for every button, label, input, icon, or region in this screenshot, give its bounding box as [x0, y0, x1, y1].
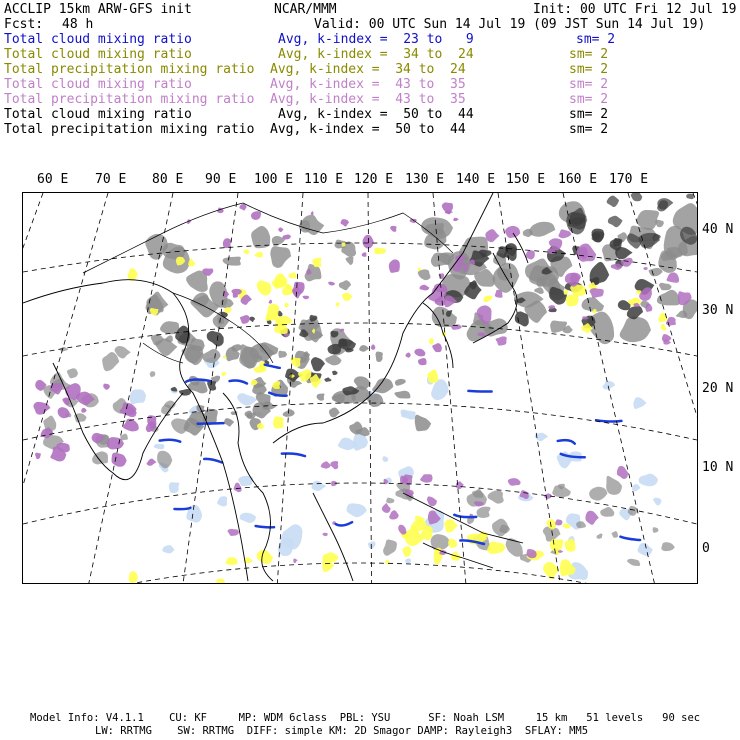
high-cloud-area: [390, 226, 396, 232]
legend-field-name: Total cloud mixing ratio: [4, 107, 192, 122]
high-cloud-area: [526, 250, 535, 259]
legend-smoothing: sm= 2: [569, 62, 609, 77]
precip-area: [374, 248, 386, 255]
low-cloud-band: [256, 526, 274, 527]
cloud-area: [655, 220, 664, 228]
low-cloud-area: [162, 545, 174, 553]
high-cloud-area: [330, 461, 338, 469]
cloud-area: [661, 542, 675, 551]
high-cloud-area: [371, 344, 376, 349]
cloud-area: [278, 351, 287, 358]
cloud-area: [386, 498, 394, 504]
latitude-label: 0: [702, 541, 710, 556]
precip-area: [342, 293, 352, 301]
high-cloud-area: [341, 219, 349, 227]
high-cloud-area: [293, 558, 298, 563]
low-cloud-band: [204, 459, 222, 463]
low-cloud-band: [468, 391, 491, 392]
legend-smoothing: sm= 2: [569, 92, 609, 107]
low-cloud-band: [198, 423, 224, 424]
precip-area: [429, 338, 434, 344]
low-cloud-band: [558, 440, 575, 444]
high-cloud-area: [321, 461, 331, 468]
latitude-label: 40 N: [702, 222, 734, 237]
precip-area: [129, 571, 138, 583]
cloud-area: [224, 418, 234, 426]
low-cloud-area: [169, 482, 180, 493]
low-cloud-band: [230, 381, 247, 384]
longitude-label: 150 E: [506, 172, 546, 187]
cloud-area: [316, 393, 324, 400]
high-cloud-area: [663, 339, 671, 344]
precip-area: [487, 541, 505, 554]
precip-area: [342, 243, 346, 247]
low-cloud-area: [382, 456, 388, 462]
cloud-area: [529, 222, 555, 237]
legend-field-name: Total cloud mixing ratio: [4, 32, 192, 47]
coastline: [313, 493, 353, 581]
low-cloud-area: [217, 496, 227, 506]
high-cloud-area: [58, 407, 70, 418]
high-cloud-area: [362, 252, 367, 256]
cloud-area: [576, 521, 586, 528]
high-cloud-area: [505, 226, 520, 238]
cloud-area: [245, 411, 253, 419]
high-cloud-area: [398, 525, 406, 535]
high-cloud-area: [508, 478, 521, 486]
cloud-area: [627, 559, 640, 566]
cloud-area: [160, 321, 179, 334]
high-cloud-area: [420, 474, 432, 482]
precip-area: [448, 539, 457, 548]
cloud-area: [492, 519, 509, 537]
precip-area: [221, 372, 226, 376]
forecast-hours: 48 h: [62, 17, 94, 32]
cloud-area: [359, 345, 369, 352]
high-cloud-area: [62, 397, 69, 405]
dense-cloud-core: [207, 331, 224, 347]
precip-area: [243, 249, 249, 254]
low-cloud-band: [265, 365, 280, 368]
cloud-area: [606, 476, 622, 495]
longitude-label: 160 E: [558, 172, 598, 187]
dense-cloud-core: [332, 371, 338, 375]
precip-area: [288, 272, 296, 278]
cloud-area: [649, 268, 663, 276]
precip-area: [543, 562, 559, 579]
legend-field-name: Total cloud mixing ratio: [4, 47, 192, 62]
legend-smoothing: sm= 2: [569, 47, 609, 62]
high-cloud-area: [590, 288, 604, 298]
high-cloud-area: [667, 272, 679, 282]
high-cloud-area: [81, 408, 86, 413]
high-cloud-area: [643, 267, 647, 270]
high-cloud-area: [646, 303, 653, 311]
high-cloud-area: [322, 533, 327, 536]
precip-area: [427, 369, 438, 383]
longitude-label: 110 E: [304, 172, 344, 187]
legend-level-range: Avg, k-index = 43 to 35: [270, 92, 466, 107]
dense-cloud-core: [311, 357, 325, 371]
cloud-area: [383, 539, 397, 555]
cloud-area: [432, 307, 457, 328]
high-cloud-area: [112, 453, 127, 467]
high-cloud-area: [269, 300, 273, 304]
low-cloud-band: [336, 522, 352, 525]
high-cloud-area: [577, 244, 596, 262]
low-cloud-area: [402, 410, 416, 419]
longitude-label: 100 E: [254, 172, 294, 187]
high-cloud-area: [558, 229, 571, 238]
low-cloud-band: [620, 537, 640, 540]
organization: NCAR/MMM: [274, 2, 337, 17]
legend-level-range: Avg, k-index = 23 to 9: [278, 32, 474, 47]
latitude-line: [23, 563, 697, 583]
precip-area: [257, 550, 273, 564]
cloud-area: [329, 408, 340, 418]
high-cloud-area: [585, 511, 598, 525]
cloud-area: [611, 531, 618, 538]
precip-area: [444, 519, 458, 532]
high-cloud-area: [406, 353, 411, 358]
legend-smoothing: sm= 2: [569, 77, 609, 92]
precip-area: [661, 324, 667, 331]
high-cloud-area: [240, 315, 250, 324]
high-cloud-area: [485, 229, 499, 242]
cloud-area: [102, 352, 119, 371]
low-cloud-area: [237, 393, 257, 405]
legend-smoothing: sm= 2: [569, 107, 609, 122]
dense-cloud-core: [592, 231, 605, 242]
model-title: ACCLIP 15km ARW-GFS init: [4, 2, 192, 17]
cloud-area: [421, 217, 453, 239]
low-cloud-area: [632, 484, 640, 491]
high-cloud-area: [303, 296, 310, 300]
longitude-label: 120 E: [354, 172, 394, 187]
high-cloud-area: [382, 503, 391, 513]
high-cloud-area: [33, 402, 50, 415]
dense-cloud-core: [608, 216, 623, 228]
precip-area: [226, 557, 238, 565]
high-cloud-area: [103, 384, 110, 390]
cloud-area: [270, 246, 291, 268]
high-cloud-area: [228, 529, 239, 536]
precip-area: [284, 303, 289, 307]
map-canvas: [23, 193, 697, 583]
longitude-label: 140 E: [456, 172, 496, 187]
precip-area: [255, 252, 263, 258]
high-cloud-area: [389, 259, 400, 273]
dense-cloud-core: [590, 262, 610, 285]
low-cloud-band: [174, 508, 190, 509]
cloud-area: [339, 280, 351, 290]
init-time: Init: 00 UTC Fri 12 Jul 19: [533, 2, 737, 17]
high-cloud-area: [282, 235, 291, 240]
dense-cloud-core: [639, 233, 660, 248]
longitude-label: 70 E: [95, 172, 127, 187]
cloud-area: [395, 379, 406, 386]
longitude-label: 60 E: [37, 172, 69, 187]
low-cloud-area: [311, 481, 326, 491]
longitude-label: 170 E: [609, 172, 649, 187]
dense-cloud-core: [179, 389, 191, 396]
cloud-area: [150, 371, 156, 377]
cloud-area: [488, 490, 504, 503]
legend-level-range: Avg, k-index = 34 to 24: [270, 62, 466, 77]
precip-area: [267, 304, 279, 321]
legend-field-name: Total precipitation mixing ratio: [4, 62, 255, 77]
dense-cloud-core: [324, 377, 331, 381]
high-cloud-area: [239, 204, 246, 211]
precip-area: [273, 416, 284, 428]
precip-area: [564, 290, 569, 295]
cloud-area: [346, 257, 354, 265]
cloud-area: [120, 434, 128, 441]
high-cloud-area: [432, 343, 442, 352]
precip-area: [484, 295, 493, 302]
legend-field-name: Total cloud mixing ratio: [4, 77, 192, 92]
longitude-line: [368, 193, 372, 583]
low-cloud-area: [347, 503, 367, 517]
latitude-label: 30 N: [702, 303, 734, 318]
high-cloud-area: [418, 358, 427, 365]
map-panel: [22, 192, 698, 584]
cloud-area: [659, 283, 672, 291]
high-cloud-area: [35, 453, 41, 460]
legend-level-range: Avg, k-index = 43 to 35: [270, 77, 466, 92]
valid-time: Valid: 00 UTC Sun 14 Jul 19 (09 JST Sun 14 Jul 19): [314, 17, 706, 32]
high-cloud-area: [123, 419, 139, 432]
low-cloud-area: [240, 513, 256, 523]
dense-cloud-core: [328, 344, 342, 354]
longitude-label: 90 E: [205, 172, 237, 187]
high-cloud-area: [666, 317, 676, 326]
low-cloud-area: [639, 474, 659, 487]
cloud-area: [477, 507, 491, 518]
latitude-label: 20 N: [702, 381, 734, 396]
longitude-label: 80 E: [152, 172, 184, 187]
low-cloud-area: [130, 389, 146, 404]
cloud-area: [223, 257, 241, 266]
high-cloud-area: [555, 519, 562, 525]
cloud-area: [620, 317, 651, 342]
cloud-area: [600, 507, 614, 517]
cloud-area: [534, 287, 544, 294]
cloud-area: [394, 391, 410, 399]
cloud-area: [349, 422, 363, 435]
forecast-label: Fcst:: [4, 17, 44, 32]
high-cloud-area: [147, 459, 157, 466]
cloud-area: [582, 297, 605, 311]
high-cloud-area: [328, 282, 335, 286]
cloud-area: [67, 368, 78, 378]
dense-cloud-core: [249, 317, 255, 322]
high-cloud-area: [419, 285, 429, 291]
cloud-area: [589, 487, 607, 501]
precip-area: [257, 280, 272, 295]
legend-level-range: Avg, k-index = 50 to 44: [278, 107, 474, 122]
low-cloud-area: [154, 444, 165, 449]
low-cloud-area: [405, 558, 411, 563]
model-info-line1: Model Info: V4.1.1 CU: KF MP: WDM 6class PBL: YSU SF: Noah LSM 15 km 51 levels 90 sec: [30, 712, 701, 724]
legend-level-range: Avg, k-index = 50 to 44: [270, 122, 466, 137]
dense-cloud-core: [631, 193, 642, 201]
precip-area: [566, 294, 579, 306]
latitude-label: 10 N: [702, 460, 734, 475]
cloud-area: [376, 351, 383, 362]
high-cloud-area: [427, 496, 437, 506]
high-cloud-area: [495, 290, 503, 298]
high-cloud-area: [496, 336, 507, 345]
precip-area: [565, 539, 576, 552]
dense-cloud-core: [549, 287, 567, 305]
precip-area: [658, 313, 667, 323]
high-cloud-area: [410, 219, 417, 223]
high-cloud-area: [389, 510, 399, 519]
low-cloud-band: [596, 420, 621, 421]
low-cloud-area: [633, 397, 646, 409]
cloud-area: [596, 534, 602, 539]
precip-area: [336, 302, 340, 306]
high-cloud-area: [453, 218, 458, 221]
legend-smoothing: sm= 2: [569, 122, 609, 137]
low-cloud-band: [160, 440, 180, 442]
high-cloud-area: [445, 210, 453, 214]
high-cloud-area: [278, 227, 283, 232]
legend-level-range: Avg, k-index = 34 to 24: [278, 47, 474, 62]
high-cloud-area: [414, 349, 425, 357]
legend-field-name: Total precipitation mixing ratio: [4, 122, 255, 137]
precip-area: [560, 559, 576, 576]
model-info-line2: LW: RRTMG SW: RRTMG DIFF: simple KM: 2D Smagor DAMP: Rayleigh3 SFLAY: MM5: [95, 725, 589, 737]
precip-area: [127, 268, 137, 281]
dense-cloud-core: [615, 247, 632, 259]
legend-smoothing: sm= 2: [576, 32, 616, 47]
cloud-area: [325, 355, 341, 365]
dense-cloud-core: [686, 194, 694, 200]
longitude-label: 130 E: [405, 172, 445, 187]
high-cloud-area: [617, 466, 628, 479]
cloud-area: [653, 527, 659, 533]
high-cloud-area: [251, 211, 261, 220]
precip-area: [216, 578, 225, 583]
precip-area: [402, 546, 411, 557]
cloud-area: [415, 415, 431, 432]
dense-cloud-core: [607, 196, 619, 207]
high-cloud-area: [456, 481, 464, 489]
legend-field-name: Total precipitation mixing ratio: [4, 92, 255, 107]
high-cloud-area: [223, 238, 231, 248]
low-cloud-area: [653, 498, 661, 506]
